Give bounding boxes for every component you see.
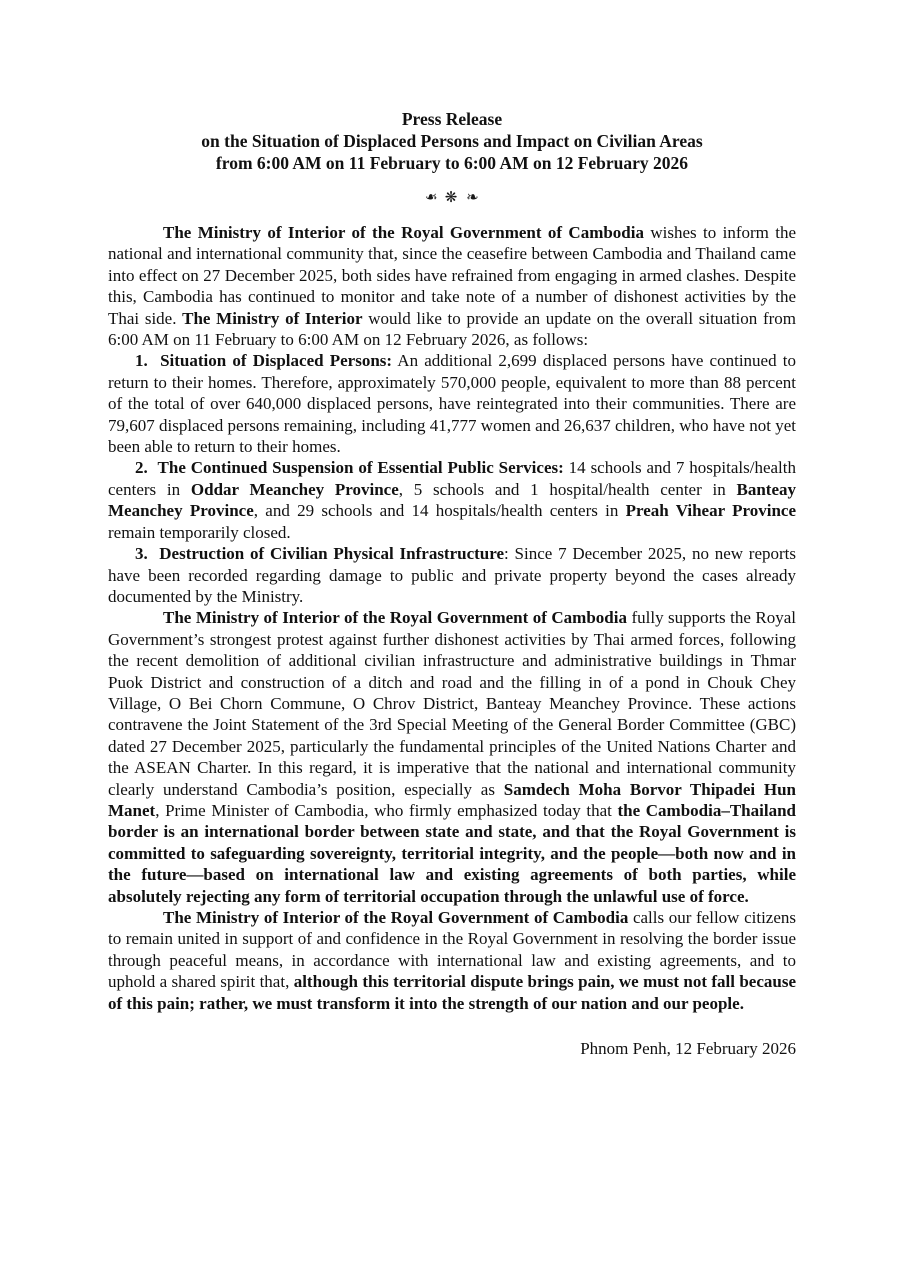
document-date-range: from 6:00 AM on 11 February to 6:00 AM on 12 February 2026 [215,153,689,173]
paragraph-intro [108,222,796,350]
paragraph-protest [108,607,796,907]
bold-text-segment: 2. The Continued Suspension of Essential Public Services: [135,458,564,478]
text-segment: 14 schools and 7 hospitals/health centers in [108,458,796,499]
document-footer [108,1038,796,1059]
bold-text-segment: The Ministry of Interior of the Royal Government of Cambodia [163,608,627,628]
ornament-divider [108,188,796,206]
bold-text-segment: Preah Vihear Province [625,501,796,521]
paragraph-item-3-infrastructure [108,543,796,607]
text-segment: , Prime Minister of Cambodia, who firmly emphasized today that [155,800,618,820]
ornament-right-flourish-icon: ❧ [466,188,481,206]
paragraph-item-1-displaced-persons [108,350,796,457]
bold-text-segment: Oddar Meanchey Province [190,479,399,499]
bold-text-segment: Samdech Moha Borvor Thipadei Hun Manet [108,779,796,820]
paragraph-call-to-citizens [108,907,796,1014]
text-segment: remain temporarily closed. [108,522,291,542]
dateline: Phnom Penh, 12 February 2026 [580,1039,796,1059]
bold-text-segment: The Ministry of Interior of the Royal Government of Cambodia [163,908,629,927]
text-segment: fully supports the Royal Government’s strongest protest against further dishonest activities by Thai armed forces, following the recent demolition of additional civilian infrastructure and administrative buildings in Thmar Puok District and construction of a ditch and road and the filling in of a pond in Chouk Chey Village, O Bei Chorn Commune, O Chrov District, Banteay Meanchey Province. These actions contravene the Joint Statement of the 3rd Special Meeting of the General Border Committee (GBC) dated 27 December 2025, particularly the fundamental principles of the United Nations Charter and the ASEAN Charter. In this regard, it is imperative that the national and international community clearly understand Cambodia’s position, especially as [108,608,796,799]
bold-text-segment: The Ministry of Interior [182,308,363,328]
ornament-left-flourish-icon: ❧ [423,188,438,206]
document-subtitle: on the Situation of Displaced Persons and Impact on Civilian Areas [201,131,703,151]
document-header [108,108,796,206]
bold-text-segment: 3. Destruction of Civilian Physical Infrastructure [135,544,505,564]
bold-text-segment: although this territorial dispute brings pain, we must not fall because of this pain; rather, we must transform it into the strength of our nation and our people. [108,972,797,1013]
text-segment: , and 29 schools and 14 hospitals/health centers in [253,501,626,521]
document-body [108,222,796,1014]
text-segment: calls our fellow citizens to remain united in support of and confidence in the Royal Government in resolving the border issue through peaceful means, in accordance with international law and existing agreements, and to uphold a shared spirit that, [108,908,796,992]
text-segment: An additional 2,699 displaced persons have continued to return to their homes. Therefore, approximately 570,000 people, equivalent to more than 88 percent of the total of over 640,000 displaced persons, have reintegrated into their communities. There are 79,607 displaced persons remaining, including 41,777 women and 26,637 children, who have not yet been able to return to their homes. [108,351,796,457]
text-segment: , 5 schools and 1 hospital/health center in [398,479,737,499]
ornament-center-flower-icon: ❋ [444,188,460,206]
document-title: Press Release [401,109,503,129]
text-segment: : Since 7 December 2025, no new reports have been recorded regarding damage to public and private property beyond the cases already documented by the Ministry. [108,544,796,606]
text-segment: would like to provide an update on the overall situation from 6:00 AM on 11 February to 6:00 AM on 12 February 2026, as follows: [108,308,797,350]
text-segment: wishes to inform the national and international community that, since the ceasefire between Cambodia and Thailand came into effect on 27 December 2025, both sides have refrained from engaging in armed clashes. Despite this, Cambodia has continued to monitor and take note of a number of dishonest activities by the Thai side. [108,223,796,328]
bold-text-segment: 1. Situation of Displaced Persons: [135,351,393,371]
paragraph-item-2-public-services [108,457,796,543]
bold-text-segment: Banteay Meanchey Province [108,479,797,521]
bold-text-segment: the Cambodia–Thailand border is an international border between state and state, and that the Royal Government is committed to safeguarding sovereignty, territorial integrity, and the people—both now and in the future—based on international law and existing agreements of both parties, while absolutely rejecting any form of territorial occupation through the unlawful use of force. [108,800,796,906]
bold-text-segment: The Ministry of Interior of the Royal Government of Cambodia [163,223,644,242]
